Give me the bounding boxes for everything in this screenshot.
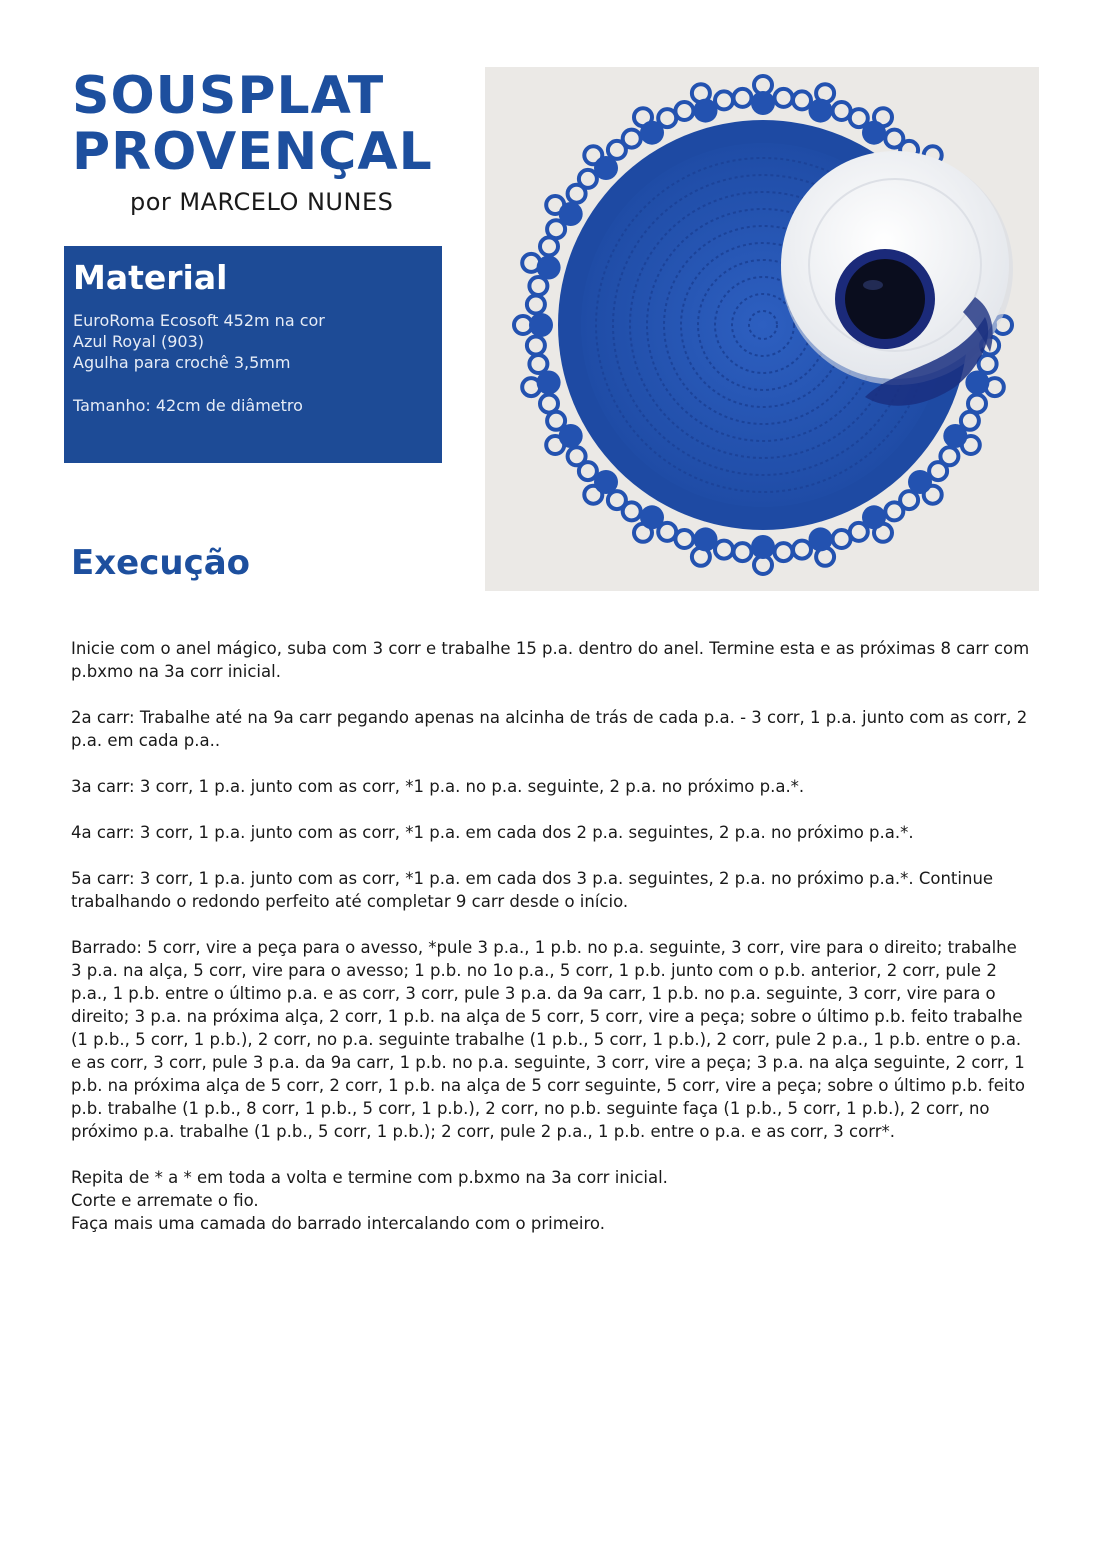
closing-line: Faça mais uma camada do barrado intercalando com o primeiro. <box>71 1214 605 1233</box>
instruction-paragraph: 5a carr: 3 corr, 1 p.a. junto com as corr, *1 p.a. em cada dos 3 p.a. seguintes, 2 p.a. no próximo p.a.*. Continue trabalhando o redondo perfeito até completar 9 carr desde o início. <box>71 869 994 911</box>
product-photo <box>485 67 1039 591</box>
title-line-2: PROVENÇAL <box>72 122 433 182</box>
author-credit: por MARCELO NUNES <box>130 188 394 216</box>
material-heading: Material <box>73 258 228 297</box>
instruction-paragraph: 4a carr: 3 corr, 1 p.a. junto com as corr, *1 p.a. em cada dos 2 p.a. seguintes, 2 p.a. no próximo p.a.*. <box>71 823 914 842</box>
material-size: Tamanho: 42cm de diâmetro <box>73 396 303 415</box>
material-item: EuroRoma Ecosoft 452m na cor <box>73 311 325 330</box>
material-panel <box>64 246 442 463</box>
instruction-paragraph: 3a carr: 3 corr, 1 p.a. junto com as corr, *1 p.a. no p.a. seguinte, 2 p.a. no próximo p.a.*. <box>71 777 805 796</box>
instruction-paragraph: Barrado: 5 corr, vire a peça para o avesso, *pule 3 p.a., 1 p.b. no p.a. seguinte, 3 corr, vire para o direito; trabalhe 3 p.a. na alça, 5 corr, vire para o avesso; 1 p.b. no 1o p.a., 5 corr, 1 p.b. junto com o p.b. anterior, 2 corr, pule 2 p.a., 1 p.b. entre o último p.a. e as corr, 3 corr, pule 3 p.a. da 9a carr, 1 p.b. no p.a. seguinte, 3 corr, vire para o direito; 3 p.a. na próxima alça, 2 corr, 1 p.b. na alça de 5 corr, 5 corr, vire a peça; sobre o último p.b. feito trabalhe (1 p.b., 5 corr, 1 p.b.), 2 corr, no p.a. seguinte trabalhe (1 p.b., 5 corr, 1 p.b.), 2 corr, pule 2 p.a., 1 p.b. entre o p.a. e as corr, 3 corr, pule 3 p.a. da 9a carr, 1 p.b. no p.a. seguinte, 3 corr, vire a peça; 3 p.a. na alça seguinte, 2 corr, 1 p.b. na próxima alça de 5 corr, 2 corr, 1 p.b. na alça de 5 corr seguinte, 5 corr, vire a peça; sobre o último p.b. feito p.b. trabalhe (1 p.b., 8 corr, 1 p.b., 5 corr, 1 p.b.), 2 corr, no p.b. seguinte faça (1 p.b., 5 corr, 1 p.b.), 2 corr, no próximo p.a. trabalhe (1 p.b., 5 corr, 1 p.b.); 2 corr, pule 2 p.a., 1 p.b. entre o p.a. e as corr, 3 corr*. <box>71 938 1026 1141</box>
instruction-paragraph: Inicie com o anel mágico, suba com 3 corr e trabalhe 15 p.a. dentro do anel. Termine esta e as próximas 8 carr com p.bxmo na 3a corr inicial. <box>71 639 1030 681</box>
crochet-placemat-illustration <box>485 67 1039 591</box>
material-item: Azul Royal (903) <box>73 332 205 351</box>
execution-heading: Execução <box>71 543 251 583</box>
instructions <box>71 637 1031 1235</box>
pattern-title <box>72 68 433 180</box>
material-item: Agulha para crochê 3,5mm <box>73 353 291 372</box>
instruction-paragraph: 2a carr: Trabalhe até na 9a carr pegando apenas na alcinha de trás de cada p.a. - 3 corr, 1 p.a. junto com as corr, 2 p.a. em cada p.a.. <box>71 708 1028 750</box>
closing-line: Repita de * a * em toda a volta e termine com p.bxmo na 3a corr inicial. <box>71 1168 668 1187</box>
title-line-1: SOUSPLAT <box>72 66 385 126</box>
closing-line: Corte e arremate o fio. <box>71 1191 259 1210</box>
